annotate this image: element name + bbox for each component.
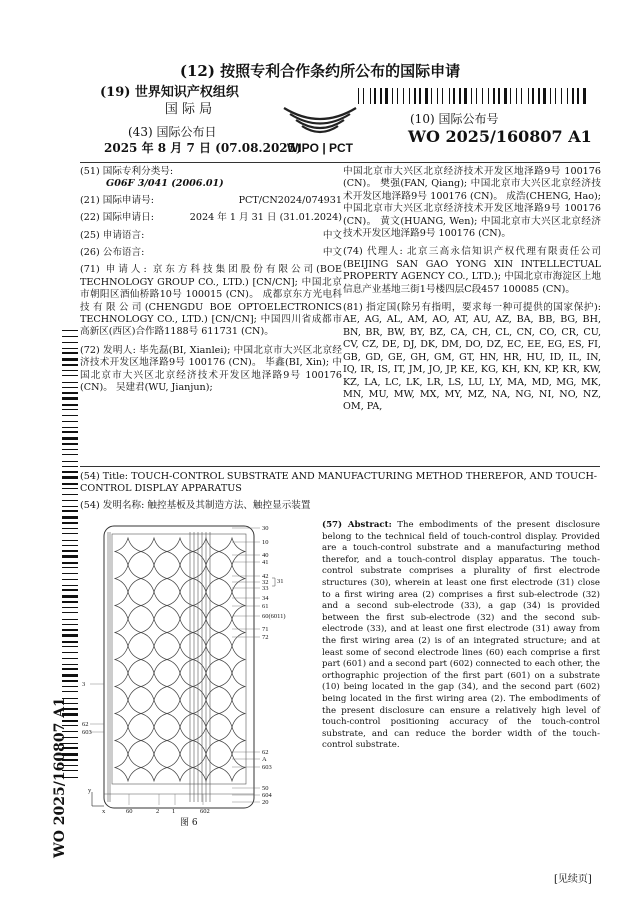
figure-caption: 图 6 <box>180 818 198 828</box>
continued-notice: [见续页] <box>554 874 592 885</box>
figure-label-bottom: 602 <box>200 808 210 815</box>
title-divider <box>80 466 600 467</box>
electrode-cell <box>219 592 245 619</box>
field-21 <box>80 195 342 207</box>
side-publication-number: WO 2025/160807 A1 <box>52 697 68 858</box>
organization-block <box>100 84 239 118</box>
electrode-cell <box>141 592 167 619</box>
figure-label-left: 62 <box>82 721 89 728</box>
wiring-lines <box>104 532 254 802</box>
field-25 <box>80 230 342 242</box>
figure-label-right: 60(6011) <box>262 613 286 620</box>
electrode-cell <box>219 754 245 781</box>
figure-label-right: 30 <box>262 525 269 532</box>
title-chinese: (54) 发明名称: 触控基板及其制造方法、触控显示装置 <box>80 500 311 511</box>
figure-label-right: 62 <box>262 749 269 756</box>
electrode-cell <box>167 727 193 754</box>
wipo-logo-icon <box>270 100 370 156</box>
publication-number-block <box>408 110 592 146</box>
figure-label-right: 34 <box>262 595 269 602</box>
publication-number-label: (10) 国际公布号 <box>410 112 499 126</box>
electrode-cell <box>219 646 245 673</box>
electrode-cell <box>167 646 193 673</box>
figure-label-right: 61 <box>262 603 269 610</box>
electrode-cell <box>115 727 141 754</box>
figure-label-left: 3 <box>82 681 86 688</box>
electrode-cell <box>219 673 245 700</box>
barcode-top-icon <box>358 88 586 104</box>
electrode-cell <box>141 700 167 727</box>
field-25-value: 中文 <box>322 229 342 241</box>
figure-labels <box>82 525 286 815</box>
field-22 <box>80 212 342 224</box>
figure-label-right: 71 <box>262 626 269 633</box>
figure-label-right: A <box>262 756 267 763</box>
abstract-label: (57) Abstract: <box>322 520 392 530</box>
field-22-value: 2024 年 1 月 31 日 (31.01.2024) <box>189 212 342 224</box>
publication-number: WO 2025/160807 A1 <box>408 127 592 146</box>
electrode-cell <box>115 754 141 781</box>
figure-label-right: 604 <box>262 792 272 799</box>
figure-6-drawing <box>82 522 318 822</box>
field-21-label: (21) 国际申请号: <box>80 194 154 206</box>
electrode-cell <box>141 619 167 646</box>
figure-label-right: 40 <box>262 552 269 559</box>
figure-label-left: 603 <box>82 729 92 736</box>
figure-label-right: 20 <box>262 799 269 806</box>
field-25-label: (25) 申请语言: <box>80 229 145 241</box>
label-bracket <box>272 578 275 586</box>
electrode-cell <box>115 646 141 673</box>
electrode-cell <box>167 538 193 565</box>
electrode-cell <box>115 619 141 646</box>
electrode-cell <box>167 592 193 619</box>
electrode-cell <box>219 619 245 646</box>
field-22-label: (22) 国际申请日: <box>80 212 154 224</box>
electrode-cell <box>141 754 167 781</box>
document-title: (12) 按照专利合作条约所公布的国际申请 <box>179 62 461 80</box>
electrode-cell <box>141 646 167 673</box>
abstract-block <box>322 520 600 752</box>
figure-label-right: 42 <box>262 573 269 580</box>
figure-label-right: 603 <box>262 764 272 771</box>
electrode-cell <box>115 700 141 727</box>
figure-label-right: 50 <box>262 785 269 792</box>
international-bureau: 国 际 局 <box>164 102 213 117</box>
field-51 <box>80 166 342 191</box>
electrode-cell <box>167 673 193 700</box>
title-block <box>80 471 600 512</box>
electrode-cell <box>167 700 193 727</box>
figure-label-bottom: 1 <box>172 808 176 815</box>
axis-x-label: x <box>102 808 106 815</box>
organization-name: (19) 世界知识产权组织 <box>100 85 239 100</box>
figure-label-right: 33 <box>262 585 269 592</box>
electrode-cell <box>167 754 193 781</box>
field-51-value: G06F 3/041 (2006.01) <box>106 178 224 190</box>
electrode-cell <box>115 538 141 565</box>
field-72-inventors-continued: 中国北京市大兴区北京经济技术开发区地泽路9号 100176 (CN)。 樊强(FAN, Qiang); 中国北京市大兴区北京经济技术开发区地泽路9号 100176 (CN)。 成浩(CHENG, Hao); 中国北京市大兴区北京经济技术开发区地泽路9号 100176 (CN)。 黄文(HUANG, Wen); 中国北京市大兴区北京经济技术开发区地泽路9号 100176 (CN)。 <box>343 166 601 240</box>
figure-label-right: 10 <box>262 539 269 546</box>
figure-label-right: 72 <box>262 634 269 641</box>
field-26 <box>80 247 342 259</box>
electrode-cell <box>141 727 167 754</box>
electrode-cell <box>115 565 141 592</box>
abstract-text: The embodiments of the present disclosure belong to the technical field of touch-control display. Provided are a touch-control substrate and a manufacturing method therefor, and a touch-control display apparatus. The touch-control substrate comprises a plurality of first electrode structures (30), wherein at least one first electrode (31) close to a first wiring area (2) comprises a first sub-electrode (32) and a second sub-electrode (33), a gap (34) is provided between the first sub-electrode (32) and the second sub-electrode (33), and at least one first electrode (31) away from the first wiring area (2) is of an integrated structure; and at least some of second electrode lines (60) each comprise a first part (601) and a second part (602) connected to each other, the orthographic projection of the first part (601) on a substrate (10) being located in the gap (34), and the second part (602) being located in the first wiring area (2). The embodiments of the present disclosure can ensure a relatively high level of touch-control positioning accuracy of the touch-control substrate, and can reduce the border width of the touch-control substrate. <box>322 520 600 751</box>
electrode-cell <box>167 619 193 646</box>
electrode-cell <box>219 700 245 727</box>
figure-label-bottom: 2 <box>156 808 160 815</box>
figure-label-bracket: 31 <box>277 578 284 585</box>
electrode-cell <box>115 673 141 700</box>
electrode-cell <box>219 727 245 754</box>
publication-date: 2025 年 8 月 7 日 (07.08.2025) <box>104 141 302 155</box>
field-74-agent: (74) 代理人: 北京三高永信知识产权代理有限责任公司 (BEIJING SAN GAO YONG XIN INTELLECTUAL PROPERTY AGENCY CO., LTD.); 中国北京市海淀区上地信息产业基地三街1号楼四层C段457 100085 (CN)。 <box>343 246 601 295</box>
bibliographic-left-column <box>80 166 342 395</box>
figure-label-bottom: 60 <box>126 808 133 815</box>
bibliographic-right-column <box>343 166 601 414</box>
header-divider <box>80 162 600 163</box>
publication-date-label: (43) 国际公布日 <box>128 125 217 139</box>
electrode-mesh <box>115 538 245 781</box>
electrode-cell <box>141 538 167 565</box>
figure-label-right: 32 <box>262 579 269 586</box>
electrode-cell <box>141 673 167 700</box>
field-81-designated-states: (81) 指定国(除另有指明，要求每一种可提供的国家保护): AE, AG, AL, AM, AO, AT, AU, AZ, BA, BB, BG, BH, BN, BR, BW, BY, BZ, CA, CH, CL, CN, CO, CR, CU, CV, CZ, DE, DJ, DK, DM, DO, DZ, EC, EE, EG, ES, FI, GB, GD, GE, GH, GM, GT, HN, HR, HU, ID, IL, IN, IQ, IR, IS, IT, JM, JO, JP, KE, KG, KH, KN, KP, KR, KW, KZ, LA, LC, LK, LR, LS, LU, LY, MA, MD, MG, MK, MN, MU, MW, MX, MY, MZ, NA, NG, NI, NO, NZ, OM, PA, <box>343 302 601 413</box>
title-english: (54) Title: TOUCH-CONTROL SUBSTRATE AND MANUFACTURING METHOD THEREFOR, AND TOUCH-CONTROL DISPLAY APPARATUS <box>80 471 598 494</box>
figure-label-right: 41 <box>262 559 269 566</box>
wipo-pct-text: WIPO | PCT <box>286 141 354 155</box>
electrode-cell <box>115 592 141 619</box>
field-26-label: (26) 公布语言: <box>80 247 145 259</box>
field-71-applicants: (71) 申请人: 京东方科技集团股份有限公司(BOE TECHNOLOGY GROUP CO., LTD.) [CN/CN]; 中国北京市朝阳区酒仙桥路10号 100015 (CN)。 成都京东方光电科技有限公司(CHENGDU BOE OPTOELECTRONICS TECHNOLOGY CO., LTD.) [CN/CN]; 中国四川省成都市高新区(西区)合作路1188号 611731 (CN)。 <box>80 264 342 338</box>
electrode-cell <box>167 565 193 592</box>
field-72-inventors: (72) 发明人: 毕先磊(BI, Xianlei); 中国北京市大兴区北京经济技术开发区地泽路9号 100176 (CN)。 毕鑫(BI, Xin); 中国北京市大兴区北京经济技术开发区地泽路9号 100176 (CN)。 吴建君(WU, Jianjun); <box>80 344 342 394</box>
field-51-label: (51) 国际专利分类号: <box>80 166 174 177</box>
axis-y-label: y <box>88 787 92 794</box>
field-21-value: PCT/CN2024/074931 <box>238 194 342 206</box>
electrode-cell <box>141 565 167 592</box>
field-26-value: 中文 <box>322 247 342 259</box>
